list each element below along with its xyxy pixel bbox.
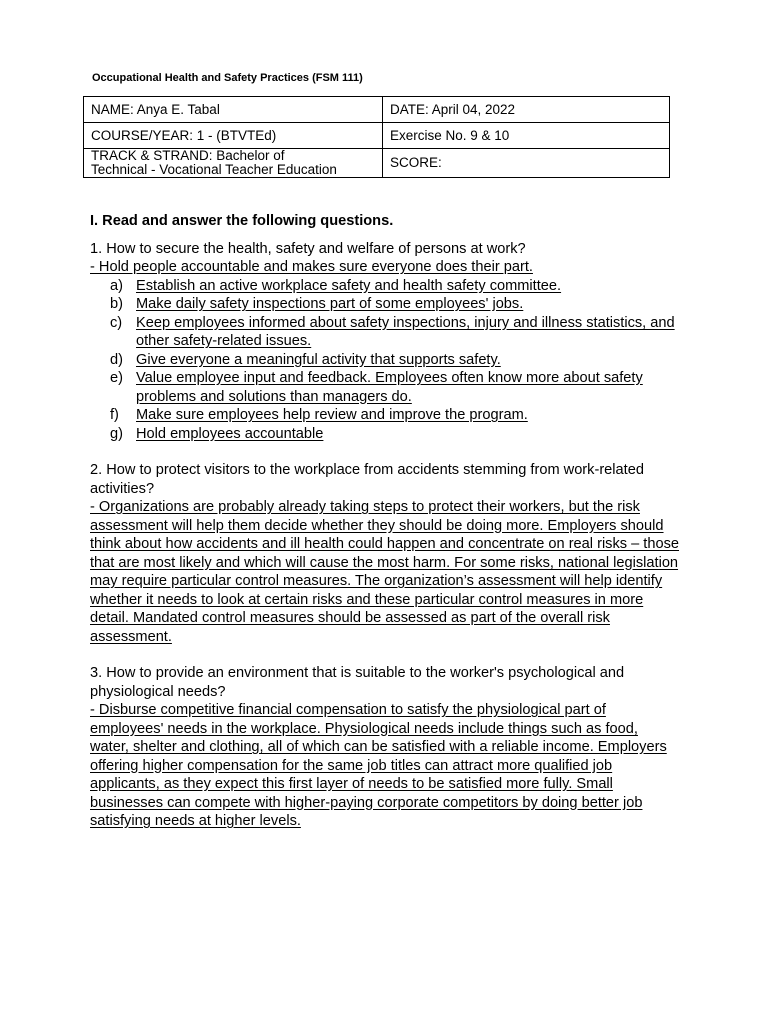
list-item [90,351,680,370]
question-1: 1. How to secure the health, safety and welfare of persons at work? [90,240,526,257]
list-marker: f) [110,407,119,423]
list-item [90,425,680,444]
answer-2: - Organizations are probably already taking steps to protect their workers, but the risk assessment will help them decide whether they should be doing more. Employers should think about how accidents and ill health could happen and concentrate on real risks – those that are most likely and which will cause the most harm. For some risks, national legislation may require particular control measures. The organization’s assessment will help identify whether it needs to look at certain risks and these particular control measures in more detail. Mandated control measures should be assessed as part of the overall risk assessment. [90,499,680,645]
answer-1-list [90,277,680,444]
list-item [90,295,680,314]
list-item [90,406,680,425]
question-3: 3. How to provide an environment that is suitable to the worker's psychological and physiological needs? [90,665,625,700]
list-marker: b) [110,296,123,312]
list-item-text: Make sure employees help review and improve the program. [136,407,528,423]
list-item-text: Establish an active workplace safety and health safety committee. [136,277,562,294]
list-item [90,369,680,406]
track-strand-cell [84,149,383,178]
spacer [90,646,680,664]
section-heading: I. Read and answer the following questions. [90,213,394,229]
info-table [83,96,670,178]
list-marker: e) [110,370,123,386]
list-item-text: Value employee input and feedback. Employees often know more about safety problems and solutions than managers do. [136,370,643,405]
list-item-text: Make daily safety inspections part of some employees' jobs. [136,296,524,312]
document-title: Occupational Health and Safety Practices (FSM 111) [92,72,363,84]
answer-3: - Disburse competitive financial compensation to satisfy the physiological part of employees' needs in the workplace. Physiological needs include things such as food, water, shelter and clothing, all of which can be satisfied with a reliable income. Employers offering higher compensation for the same job titles can attract more qualified job applicants, as they expect this first layer of needs to be satisfied more fully. Small businesses can compete with higher-paying corporate competitors by doing better job satisfying needs at higher levels. [90,702,667,829]
list-marker: g) [110,425,123,442]
list-marker: a) [110,277,123,294]
list-item-text: Give everyone a meaningful activity that supports safety. [136,351,501,368]
question-2: 2. How to protect visitors to the workplace from accidents stemming from work-related activities? [90,462,644,497]
list-item [90,277,680,296]
track-strand-line2: Technical - Vocational Teacher Education [91,162,337,177]
spacer [90,443,680,461]
list-item [90,314,680,351]
list-marker: c) [110,314,123,331]
date-cell: DATE: April 04, 2022 [383,97,670,123]
questions-content [90,212,680,831]
course-year-cell: COURSE/YEAR: 1 - (BTVTEd) [84,123,383,149]
name-cell: NAME: Anya E. Tabal [84,97,383,123]
track-strand-line1: TRACK & STRAND: Bachelor of [91,148,285,163]
list-item-text: Keep employees informed about safety inspections, injury and illness statistics, and other safety-related issues. [136,314,675,349]
exercise-cell: Exercise No. 9 & 10 [383,123,670,149]
list-marker: d) [110,351,123,368]
score-cell: SCORE: [383,149,670,178]
answer-1-intro: - Hold people accountable and makes sure everyone does their part. [90,259,533,275]
list-item-text: Hold employees accountable [136,425,324,442]
